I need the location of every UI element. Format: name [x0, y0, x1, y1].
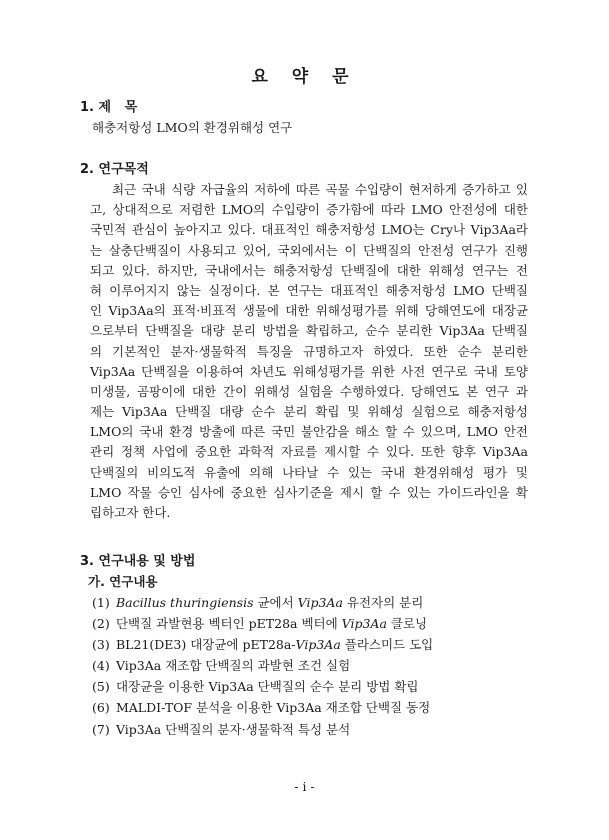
paragraph-line: 으로부터 단백질을 대량 분리 방법을 확립하고, 순수 분리한 Vip3Aa 단백질 [90, 323, 528, 339]
item-text: 유전자의 분리 [342, 595, 424, 610]
section-number: 1. [80, 100, 94, 115]
section-heading-methods [80, 550, 195, 569]
paragraph-line: 립하고자 한다. [90, 505, 171, 520]
research-content-list [92, 592, 433, 740]
item-text: MALDI-TOF 분석을 이용한 Vip3Aa 재조합 단백질 동정 [115, 700, 431, 716]
section-label: 제 목 [98, 100, 138, 115]
section-label: 연구내용 및 방법 [98, 554, 196, 569]
item-number: (1) [92, 595, 110, 610]
section-number: 2. [80, 162, 94, 177]
list-item [92, 697, 433, 718]
section-heading-title [80, 96, 137, 115]
paragraph-line: 관리 정책 사업에 중요한 과학적 자료를 제시할 수 있다. 또한 향후 Vip3Aa [90, 444, 528, 460]
section-number: 3. [80, 554, 94, 569]
item-text-italic: Vip3Aa [295, 637, 341, 653]
paragraph-line: 혀 이루어지지 않는 실정이다. 본 연구는 대표적인 해충저항성 LMO 단백질 [90, 282, 528, 298]
page-title: 요 약 문 [251, 67, 358, 87]
item-text: Vip3Aa 단백질의 분자·생물학적 특성 분석 [115, 721, 351, 737]
item-text: Vip3Aa 재조합 단백질의 과발현 조건 실험 [115, 658, 351, 674]
paragraph-line: 미생물, 곰팡이에 대한 간이 위해성 실험을 수행하였다. 당해연도 본 연구 과 [90, 383, 528, 399]
item-number: (6) [92, 700, 110, 716]
item-text: 플라스미드 도입 [340, 637, 434, 653]
paragraph-line: 국민적 관심이 높아지고 있다. 대표적인 해충저항성 LMO는 Cry나 Vip3Aa라 [90, 222, 528, 238]
item-text: BL21(DE3) 대장균에 pET28a- [115, 637, 296, 653]
page-number: - i - [294, 779, 315, 794]
list-item [92, 676, 433, 697]
section-heading-purpose [80, 158, 149, 177]
paragraph-line: LMO 작물 승인 심사에 중요한 심사기준을 제시 할 수 있는 가이드라인을 확 [90, 484, 528, 500]
purpose-paragraph [90, 180, 528, 523]
list-item [92, 634, 433, 655]
subsection-heading: 가. 연구내용 [88, 574, 158, 589]
list-item [92, 592, 433, 613]
item-text: 대장균을 이용한 Vip3Aa 단백질의 순수 분리 방법 확립 [115, 679, 419, 695]
paragraph-line: 는 살충단백질이 사용되고 있어, 국외에서는 이 단백질의 안전성 연구가 진행 [90, 242, 528, 258]
list-item [92, 655, 433, 676]
item-text-italic: Vip3Aa [297, 595, 343, 610]
paragraph-line: 고, 상대적으로 저렴한 LMO의 수입량이 증가함에 따라 LMO 안전성에 대한 [90, 202, 528, 218]
item-number: (5) [92, 679, 110, 695]
item-text-italic: Bacillus thuringiensis [115, 595, 254, 610]
report-title-text: 해충저항성 LMO의 환경위해성 연구 [92, 120, 293, 135]
paragraph-line: 인 Vip3Aa의 표적·비표적 생물에 대한 위해성평가를 위해 당해연도에 대장균 [90, 303, 528, 319]
item-number: (4) [92, 658, 110, 674]
section-label: 연구목적 [98, 162, 149, 177]
paragraph-line: LMO의 국내 환경 방출에 따른 국민 불안감을 해소 할 수 있으며, LMO 안전 [90, 424, 528, 440]
paragraph-line: 제는 Vip3Aa 단백질 대량 순수 분리 확립 및 위해성 실험으로 해충저항성 [90, 404, 528, 420]
item-text: 균에서 [253, 595, 298, 610]
item-text: 클로닝 [386, 616, 428, 632]
list-item [92, 719, 433, 740]
paragraph-line: 최근 국내 식량 자급율의 저하에 따른 곡물 수입량이 현저하게 증가하고 있 [112, 182, 528, 197]
item-text: 단백질 과발현용 벡터인 pET28a 벡터에 [115, 616, 342, 632]
paragraph-line: 되고 있다. 하지만, 국내에서는 해충저항성 단백질에 대한 위해성 연구는 전 [90, 262, 528, 278]
item-number: (7) [92, 721, 110, 737]
paragraph-line: 단백질의 비의도적 유출에 의해 나타날 수 있는 국내 환경위해성 평가 및 [90, 464, 528, 480]
list-item [92, 613, 433, 634]
item-text-italic: Vip3Aa [341, 616, 387, 632]
item-number: (3) [92, 637, 110, 653]
item-number: (2) [92, 616, 110, 632]
paragraph-line: Vip3Aa 단백질을 이용하여 차년도 위해성평가를 위한 사전 연구로 국내 토양 [90, 363, 528, 379]
paragraph-line: 의 기본적인 분자·생물학적 특징을 규명하고자 하였다. 또한 순수 분리한 [90, 343, 528, 359]
